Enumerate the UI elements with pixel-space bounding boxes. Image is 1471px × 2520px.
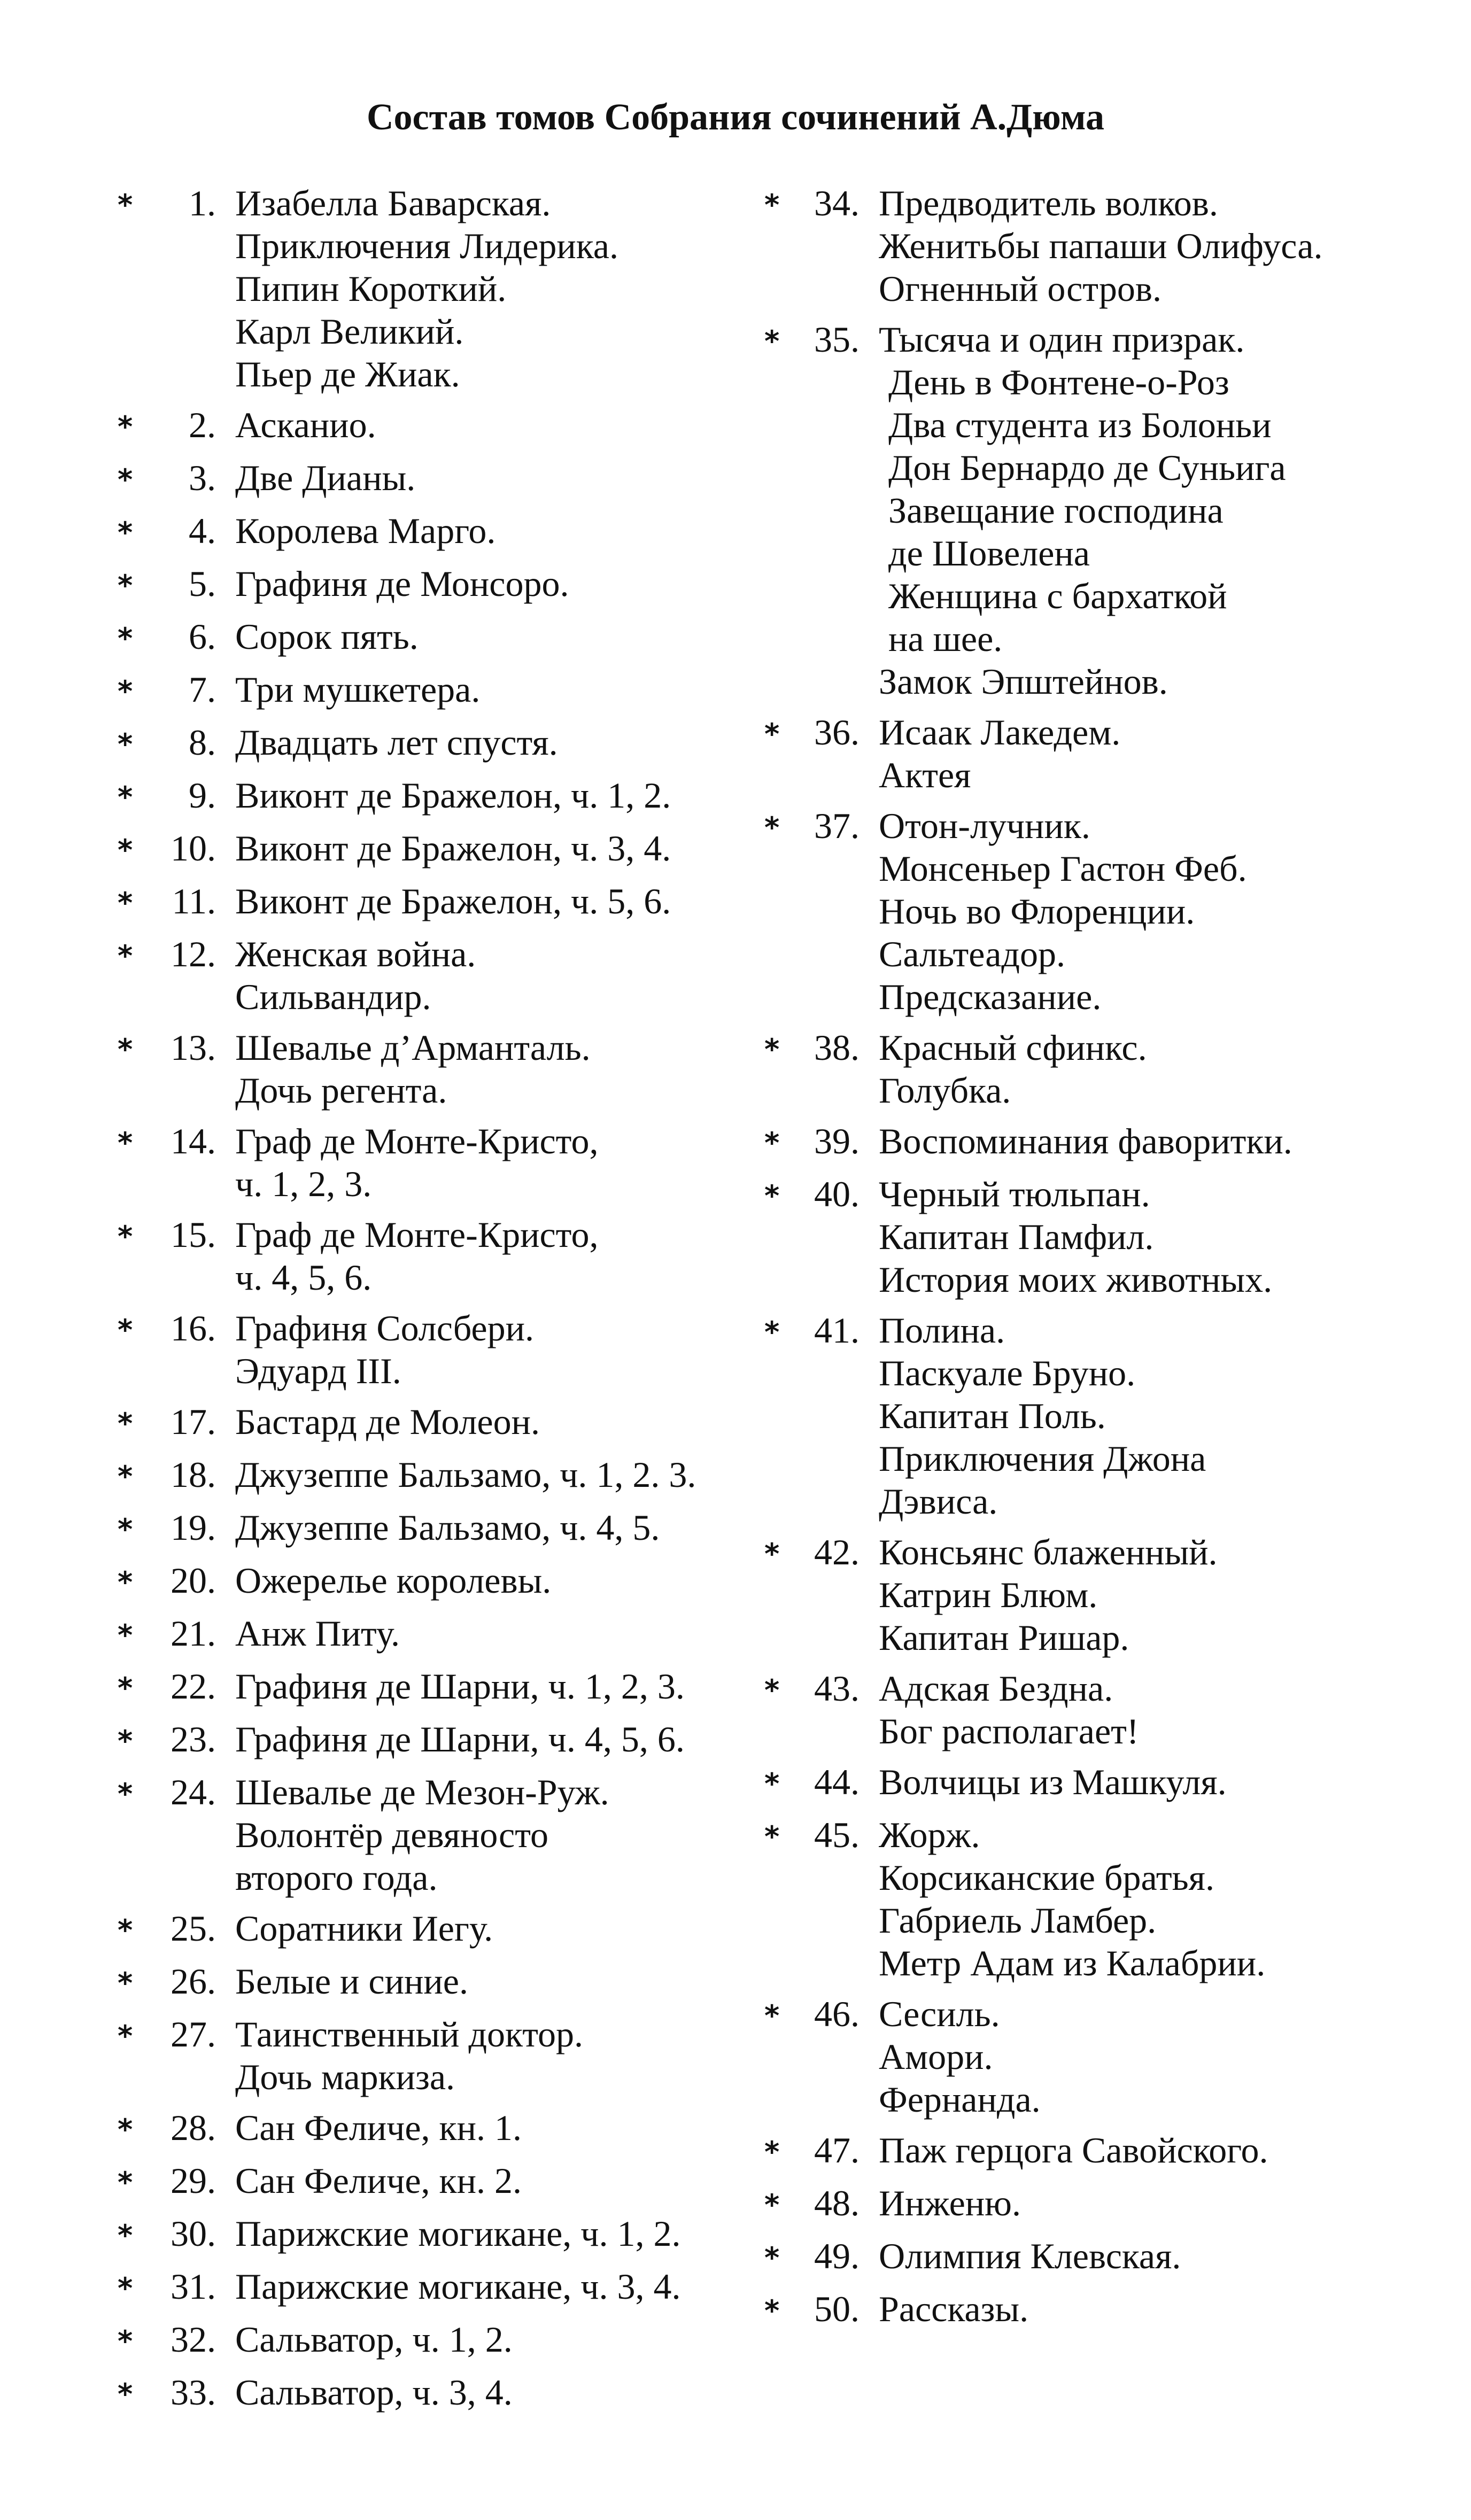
volume-entry: [118, 456, 775, 501]
work-title: Тысяча и один призрак.: [879, 319, 1245, 360]
asterisk-marker: *: [764, 2135, 780, 2169]
volume-contents: [879, 1173, 1433, 1301]
volume-number: 34.: [814, 183, 860, 223]
work-title: Приключения Джона: [879, 1438, 1206, 1479]
volume-entry: [118, 1665, 775, 1710]
asterisk-marker: *: [764, 1767, 780, 1801]
asterisk-marker: *: [118, 2113, 133, 2146]
volume-contents: [235, 1120, 775, 1205]
volume-number: 19.: [171, 1507, 216, 1548]
work-title: ч. 4, 5, 6.: [235, 1257, 372, 1298]
volume-number: 8.: [189, 722, 216, 763]
work-title: Сальтеадор.: [879, 934, 1065, 974]
volume-entry: [118, 1120, 775, 1205]
work-title: Двадцать лет спустя.: [235, 722, 558, 763]
volume-contents: [235, 1612, 775, 1655]
volume-contents: [235, 1960, 775, 2003]
work-title: Женщина с бархаткой: [888, 576, 1227, 616]
work-title: Предводитель волков.: [879, 183, 1218, 223]
work-title: Голубка.: [879, 1070, 1011, 1111]
volume-number: 4.: [189, 510, 216, 551]
volume-entry: [764, 2235, 1433, 2279]
work-title: Белые и синие.: [235, 1961, 468, 2002]
volume-contents: [235, 2013, 775, 2098]
asterisk-marker: *: [118, 1618, 133, 1652]
work-title: Адская Бездна.: [879, 1668, 1113, 1709]
asterisk-marker: *: [118, 674, 133, 708]
volume-entry: [118, 2106, 775, 2151]
asterisk-marker: *: [118, 1220, 133, 1253]
volume-entry: [118, 1559, 775, 1604]
work-title: Консьянс блаженный.: [879, 1532, 1218, 1572]
volume-number: 42.: [814, 1532, 860, 1572]
work-title: Джузеппе Бальзамо, ч. 4, 5.: [235, 1507, 660, 1548]
volume-contents: [235, 404, 775, 446]
volume-number: 32.: [171, 2319, 216, 2360]
volume-number: 39.: [814, 1121, 860, 1161]
volume-contents: [879, 1531, 1433, 1659]
work-title: Инженю.: [879, 2183, 1021, 2223]
work-title: Два студента из Болоньи: [888, 405, 1272, 445]
volume-number: 47.: [814, 2130, 860, 2170]
work-title: Графиня Солсбери.: [235, 1308, 535, 1348]
work-title: Дочь регента.: [235, 1070, 447, 1111]
asterisk-marker: *: [764, 1999, 780, 2033]
volume-contents: [235, 1771, 775, 1899]
volume-number: 40.: [814, 1174, 860, 1214]
asterisk-marker: *: [118, 622, 133, 655]
work-title: Габриель Ламбер.: [879, 1900, 1157, 1941]
volume-number: 21.: [171, 1613, 216, 1654]
work-title: де Шовелена: [888, 533, 1090, 573]
work-title: Граф де Монте-Кристо,: [235, 1214, 599, 1255]
volume-contents: [235, 721, 775, 764]
work-title: Две Дианы.: [235, 458, 416, 498]
volume-entry: [764, 711, 1433, 796]
volume-contents: [879, 2288, 1433, 2330]
volume-entry: [118, 2318, 775, 2363]
volume-number: 20.: [171, 1560, 216, 1601]
work-title: Дон Бернардо де Суньига: [888, 447, 1286, 488]
volume-contents: [235, 774, 775, 817]
volume-entry: [764, 1120, 1433, 1165]
work-title: Волчицы из Машкуля.: [879, 1762, 1227, 1802]
work-title: Графиня де Монсоро.: [235, 563, 569, 604]
volume-number: 10.: [171, 828, 216, 869]
volume-number: 49.: [814, 2236, 860, 2276]
work-title: Сан Феличе, кн. 2.: [235, 2160, 522, 2201]
asterisk-marker: *: [118, 516, 133, 549]
work-title: Сальватор, ч. 1, 2.: [235, 2319, 513, 2360]
work-title: Паж герцога Савойского.: [879, 2130, 1268, 2170]
volume-number: 50.: [814, 2289, 860, 2329]
work-title: Сильвандир.: [235, 976, 431, 1017]
asterisk-marker: *: [118, 2019, 133, 2053]
work-title: Виконт де Бражелон, ч. 1, 2.: [235, 775, 671, 816]
work-title: Рассказы.: [879, 2289, 1029, 2329]
asterisk-marker: *: [764, 1820, 780, 1854]
volume-number: 28.: [171, 2107, 216, 2148]
volume-contents: [879, 182, 1433, 310]
volume-number: 17.: [171, 1401, 216, 1442]
asterisk-marker: *: [118, 1913, 133, 1947]
volume-entry: [118, 1612, 775, 1657]
asterisk-marker: *: [118, 1407, 133, 1440]
volume-number: 26.: [171, 1961, 216, 2002]
work-title: Пьер де Жиак.: [235, 354, 460, 394]
volume-contents: [235, 2265, 775, 2308]
volume-entry: [118, 1307, 775, 1392]
work-title: Капитан Памфил.: [879, 1216, 1154, 1257]
volume-contents: [235, 1026, 775, 1112]
work-title: Королева Марго.: [235, 510, 496, 551]
volume-contents: [235, 1400, 775, 1443]
asterisk-marker: *: [118, 1966, 133, 2000]
work-title: Актея: [879, 755, 971, 795]
volume-contents: [879, 1761, 1433, 1803]
volume-contents: [235, 1718, 775, 1761]
asterisk-marker: *: [764, 1179, 780, 1213]
volume-number: 29.: [171, 2160, 216, 2201]
volume-entry: [118, 774, 775, 819]
work-title: Капитан Ришар.: [879, 1617, 1129, 1658]
work-title: Полина.: [879, 1310, 1005, 1351]
volume-entry: [118, 827, 775, 872]
volume-entry: [118, 509, 775, 554]
volume-number: 13.: [171, 1027, 216, 1068]
volume-entry: [118, 721, 775, 766]
asterisk-marker: *: [118, 1313, 133, 1347]
volume-contents: [235, 615, 775, 658]
volume-entry: [764, 1026, 1433, 1112]
volume-contents: [235, 2106, 775, 2149]
work-title: Огненный остров.: [879, 268, 1162, 309]
volume-entry: [764, 318, 1433, 703]
volume-entry: [764, 1309, 1433, 1523]
work-title: Бог располагает!: [879, 1711, 1139, 1751]
volume-number: 18.: [171, 1454, 216, 1495]
work-title: Волонтёр девяносто: [235, 1815, 549, 1855]
volume-entry: [118, 1960, 775, 2005]
volume-number: 15.: [171, 1214, 216, 1255]
asterisk-marker: *: [118, 2166, 133, 2199]
work-title: Фернанда.: [879, 2079, 1041, 2120]
volume-contents: [879, 1813, 1433, 1984]
volume-number: 38.: [814, 1027, 860, 1068]
asterisk-marker: *: [118, 780, 133, 814]
volume-contents: [235, 182, 775, 396]
work-title: Предсказание.: [879, 976, 1102, 1017]
work-title: Метр Адам из Калабрии.: [879, 1943, 1266, 1983]
volume-entry: [118, 880, 775, 925]
volume-number: 27.: [171, 2014, 216, 2054]
volume-entry: [764, 804, 1433, 1018]
volume-contents: [235, 509, 775, 552]
page-title: Состав томов Собрания сочинений А.Дюма: [366, 97, 1105, 138]
asterisk-marker: *: [118, 569, 133, 602]
asterisk-marker: *: [764, 2241, 780, 2275]
work-title: История моих животных.: [879, 1259, 1273, 1300]
volume-contents: [879, 2129, 1433, 2172]
volume-entry: [118, 2212, 775, 2257]
work-title: Корсиканские братья.: [879, 1857, 1214, 1898]
work-title: Пипин Короткий.: [235, 268, 507, 309]
volume-entry: [118, 1400, 775, 1445]
asterisk-marker: *: [118, 1126, 133, 1160]
asterisk-marker: *: [118, 1513, 133, 1546]
work-title: Изабелла Баварская.: [235, 183, 551, 223]
volume-number: 33.: [171, 2372, 216, 2413]
work-title: Ожерелье королевы.: [235, 1560, 552, 1601]
asterisk-marker: *: [118, 1777, 133, 1811]
work-title: Отон-лучник.: [879, 805, 1090, 846]
asterisk-marker: *: [118, 463, 133, 497]
work-title: День в Фонтене-о-Роз: [888, 362, 1229, 402]
work-title: Дэвиса.: [879, 1481, 998, 1522]
asterisk-marker: *: [118, 2271, 133, 2305]
volume-entry: [118, 615, 775, 660]
work-title: Парижские могикане, ч. 1, 2.: [235, 2213, 681, 2254]
asterisk-marker: *: [118, 886, 133, 920]
work-title: Анж Питу.: [235, 1613, 400, 1654]
work-title: Сан Феличе, кн. 1.: [235, 2107, 522, 2148]
work-title: Графиня де Шарни, ч. 4, 5, 6.: [235, 1719, 685, 1759]
asterisk-marker: *: [118, 2219, 133, 2252]
volume-number: 9.: [189, 775, 216, 816]
volume-entry: [118, 1718, 775, 1763]
work-title: Красный сфинкс.: [879, 1027, 1147, 1068]
volume-contents: [235, 880, 775, 922]
right-column: [764, 182, 1433, 2340]
work-title: Воспоминания фаворитки.: [879, 1121, 1292, 1161]
volume-entry: [764, 2288, 1433, 2332]
volume-entry: [118, 1506, 775, 1551]
volume-number: 36.: [814, 712, 860, 753]
work-title: Женитьбы папаши Олифуса.: [879, 226, 1323, 266]
work-title: Исаак Лакедем.: [879, 712, 1121, 753]
volume-number: 23.: [171, 1719, 216, 1759]
volume-contents: [235, 2371, 775, 2414]
asterisk-marker: *: [118, 1460, 133, 1493]
work-title: Капитан Поль.: [879, 1395, 1106, 1436]
volume-entry: [118, 404, 775, 448]
asterisk-marker: *: [118, 188, 133, 222]
volume-entry: [118, 1213, 775, 1299]
volume-number: 14.: [171, 1121, 216, 1161]
volume-contents: [879, 318, 1433, 703]
volume-contents: [879, 2182, 1433, 2224]
volume-number: 7.: [189, 669, 216, 710]
asterisk-marker: *: [118, 1671, 133, 1705]
volume-number: 41.: [814, 1310, 860, 1351]
asterisk-marker: *: [118, 939, 133, 973]
work-title: Соратники Иегу.: [235, 1908, 493, 1949]
volume-number: 3.: [189, 458, 216, 498]
volume-contents: [235, 933, 775, 1018]
asterisk-marker: *: [764, 324, 780, 358]
volume-entry: [764, 1173, 1433, 1301]
work-title: Виконт де Бражелон, ч. 3, 4.: [235, 828, 671, 869]
volume-entry: [764, 1992, 1433, 2121]
volume-entry: [764, 1813, 1433, 1984]
volume-number: 5.: [189, 563, 216, 604]
volume-contents: [879, 1309, 1433, 1523]
volume-entry: [118, 562, 775, 607]
volume-entry: [118, 182, 775, 396]
work-title: на шее.: [888, 618, 1003, 659]
work-title: Женская война.: [235, 934, 476, 974]
volume-contents: [235, 668, 775, 711]
volume-number: 12.: [171, 934, 216, 974]
volume-contents: [879, 1120, 1433, 1162]
volume-entry: [764, 1761, 1433, 1805]
work-title: Три мушкетера.: [235, 669, 481, 710]
volume-contents: [879, 1667, 1433, 1753]
work-title: Завещание господина: [888, 490, 1224, 531]
volume-number: 16.: [171, 1308, 216, 1348]
work-title: ч. 1, 2, 3.: [235, 1164, 372, 1204]
volume-contents: [235, 1307, 775, 1392]
volume-number: 31.: [171, 2266, 216, 2307]
volume-number: 22.: [171, 1666, 216, 1707]
volume-contents: [235, 1506, 775, 1549]
volume-number: 48.: [814, 2183, 860, 2223]
work-title: Паскуале Бруно.: [879, 1353, 1136, 1393]
volume-entry: [118, 668, 775, 713]
volume-entry: [118, 2371, 775, 2416]
work-title: Ночь во Флоренции.: [879, 891, 1195, 932]
work-title: Черный тюльпан.: [879, 1174, 1150, 1214]
volume-number: 30.: [171, 2213, 216, 2254]
work-title: Приключения Лидерика.: [235, 226, 618, 266]
asterisk-marker: *: [764, 2294, 780, 2328]
volume-contents: [235, 2212, 775, 2255]
asterisk-marker: *: [118, 2377, 133, 2411]
work-title: Графиня де Шарни, ч. 1, 2, 3.: [235, 1666, 685, 1707]
volume-number: 25.: [171, 1908, 216, 1949]
work-title: Эдуард III.: [235, 1351, 401, 1391]
volume-contents: [235, 456, 775, 499]
volume-number: 45.: [814, 1815, 860, 1855]
asterisk-marker: *: [118, 1724, 133, 1758]
work-title: второго года.: [235, 1857, 438, 1898]
work-title: Асканио.: [235, 405, 376, 445]
volume-contents: [235, 827, 775, 870]
work-title: Катрин Блюм.: [879, 1575, 1098, 1615]
volume-number: 37.: [814, 805, 860, 846]
asterisk-marker: *: [764, 1126, 780, 1160]
volume-contents: [235, 1907, 775, 1950]
left-column: [118, 182, 775, 2424]
asterisk-marker: *: [764, 1315, 780, 1349]
work-title: Джузеппе Бальзамо, ч. 1, 2. 3.: [235, 1454, 696, 1495]
volume-contents: [879, 1026, 1433, 1112]
volume-entry: [118, 1453, 775, 1498]
volume-contents: [235, 1665, 775, 1708]
work-title: Парижские могикане, ч. 3, 4.: [235, 2266, 681, 2307]
asterisk-marker: *: [118, 833, 133, 867]
asterisk-marker: *: [764, 1537, 780, 1571]
work-title: Таинственный доктор.: [235, 2014, 584, 2054]
volume-entry: [118, 2013, 775, 2098]
work-title: Жорж.: [879, 1815, 980, 1855]
asterisk-marker: *: [118, 1565, 133, 1599]
asterisk-marker: *: [764, 811, 780, 844]
asterisk-marker: *: [118, 410, 133, 444]
work-title: Сесиль.: [879, 1994, 1000, 2034]
volume-entry: [118, 933, 775, 1018]
asterisk-marker: *: [118, 2324, 133, 2358]
volume-contents: [235, 2318, 775, 2361]
volume-entry: [764, 2182, 1433, 2227]
volume-entry: [118, 2265, 775, 2310]
work-title: Олимпия Клевская.: [879, 2236, 1181, 2276]
work-title: Шевалье де Мезон-Руж.: [235, 1772, 609, 1812]
volume-contents: [879, 2235, 1433, 2277]
work-title: Граф де Монте-Кристо,: [235, 1121, 599, 1161]
volume-contents: [235, 1213, 775, 1299]
volume-number: 1.: [189, 183, 216, 223]
work-title: Сальватор, ч. 3, 4.: [235, 2372, 513, 2413]
work-title: Амори.: [879, 2036, 993, 2077]
volume-entry: [118, 1026, 775, 1112]
asterisk-marker: *: [764, 1033, 780, 1066]
volume-number: 24.: [171, 1772, 216, 1812]
volume-entry: [764, 1531, 1433, 1659]
volume-number: 44.: [814, 1762, 860, 1802]
work-title: Виконт де Бражелон, ч. 5, 6.: [235, 881, 671, 921]
asterisk-marker: *: [764, 1673, 780, 1707]
asterisk-marker: *: [764, 717, 780, 751]
volume-number: 2.: [189, 405, 216, 445]
work-title: Шевалье д’Арманталь.: [235, 1027, 591, 1068]
volume-entry: [118, 1907, 775, 1952]
volume-contents: [235, 1559, 775, 1602]
volume-contents: [879, 804, 1433, 1018]
work-title: Замок Эпштейнов.: [879, 661, 1168, 702]
volume-number: 35.: [814, 319, 860, 360]
volume-entry: [764, 1667, 1433, 1753]
work-title: Дочь маркиза.: [235, 2057, 455, 2097]
asterisk-marker: *: [764, 2188, 780, 2222]
volume-number: 6.: [189, 616, 216, 657]
volume-entry: [764, 2129, 1433, 2174]
volume-contents: [235, 562, 775, 605]
asterisk-marker: *: [118, 727, 133, 761]
volume-number: 11.: [172, 881, 216, 921]
volume-contents: [879, 1992, 1433, 2121]
asterisk-marker: *: [118, 1033, 133, 1066]
volume-contents: [879, 711, 1433, 796]
volume-entry: [118, 1771, 775, 1899]
volume-number: 43.: [814, 1668, 860, 1709]
volume-entry: [118, 2159, 775, 2204]
work-title: Сорок пять.: [235, 616, 419, 657]
work-title: Карл Великий.: [235, 311, 464, 352]
work-title: Бастард де Молеон.: [235, 1401, 540, 1442]
volume-contents: [235, 1453, 775, 1496]
asterisk-marker: *: [764, 188, 780, 222]
volume-entry: [764, 182, 1433, 310]
volume-number: 46.: [814, 1994, 860, 2034]
work-title: Монсеньер Гастон Феб.: [879, 848, 1247, 889]
volume-contents: [235, 2159, 775, 2202]
